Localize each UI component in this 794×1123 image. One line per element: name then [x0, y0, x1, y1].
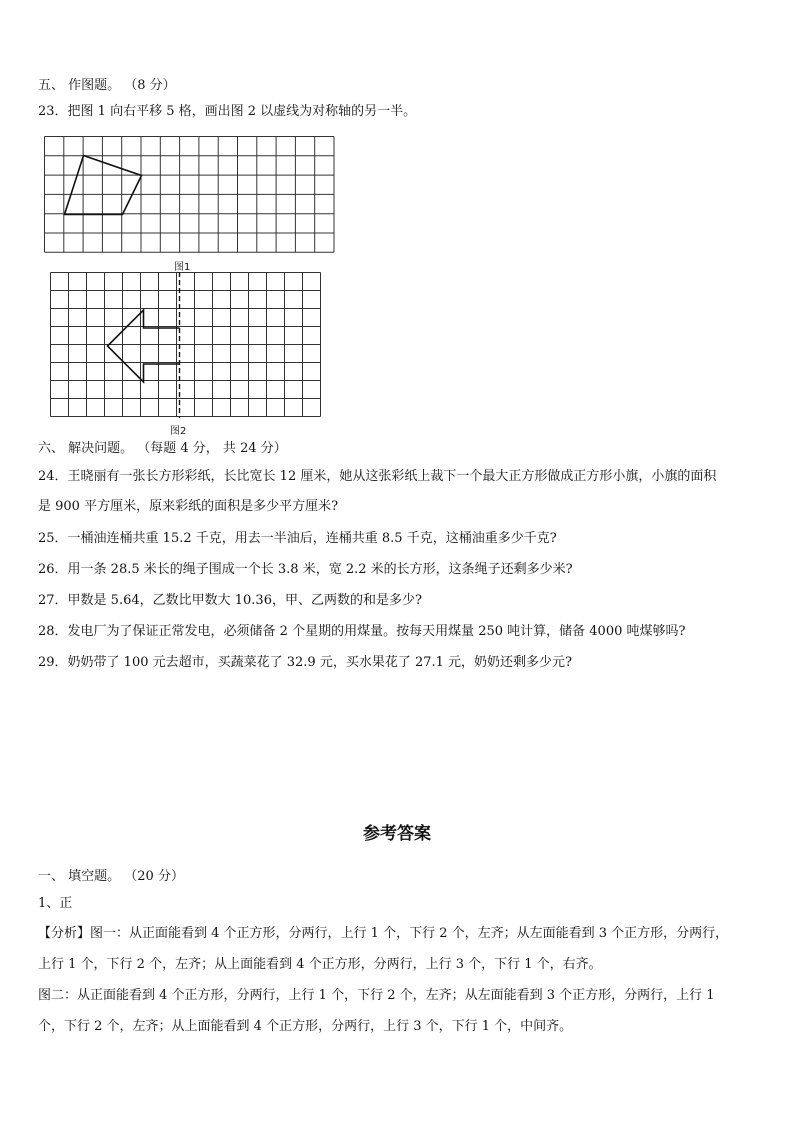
figure-1-parallelogram	[65, 156, 142, 215]
question-28: 28．发电厂为了保证正常发电，必须储备 2 个星期的用煤量。按每天用煤量 250 吨计算，储备 4000 吨煤够吗?	[38, 624, 686, 639]
section5-heading: 五、 作图题。 （8 分）	[38, 78, 176, 93]
figure-2-grid	[50, 272, 328, 422]
question-23: 23．把图 1 向右平移 5 格，画出图 2 以虚线为对称轴的另一半。	[38, 104, 417, 119]
answer-1: 1、正	[38, 896, 73, 911]
question-25: 25．一桶油连桶共重 15.2 千克，用去一半油后，连桶共重 8.5 千克，这桶油重多少千克?	[38, 531, 557, 546]
analysis-line-4: 个，下行 2 个，左齐；从上面能看到 4 个正方形，分两行，上行 3 个，下行 1 个，中间齐。	[38, 1019, 573, 1034]
analysis-line-2: 上行 1 个，下行 2 个，左齐；从上面能看到 4 个正方形，分两行，上行 3 个，下行 1 个，右齐。	[38, 957, 602, 972]
figure-2-arrow-half	[108, 310, 180, 382]
question-24: 24．王晓丽有一张长方形彩纸，长比宽长 12 厘米，她从这张彩纸上裁下一个最大正方形做成正方形小旗，小旗的面积	[38, 469, 717, 484]
answers-section1-heading: 一、 填空题。 （20 分）	[38, 869, 184, 884]
question-27: 27．甲数是 5.64，乙数比甲数大 10.36，甲、乙两数的和是多少?	[38, 593, 422, 608]
question-24-cont: 是 900 平方厘米，原来彩纸的面积是多少平方厘米?	[38, 499, 339, 514]
figure-2-caption: 图2	[170, 426, 187, 437]
analysis-line-3: 图二：从正面能看到 4 个正方形，分两行，上行 1 个，下行 2 个，左齐；从左面能看到 3 个正方形，分两行，上行 1	[38, 988, 715, 1003]
analysis-line-1: 【分析】图一：从正面能看到 4 个正方形，分两行，上行 1 个，下行 2 个，左齐；从左面能看到 3 个正方形，分两行，	[38, 926, 729, 941]
answers-title: 参考答案	[363, 824, 431, 844]
question-29: 29．奶奶带了 100 元去超市，买蔬菜花了 32.9 元，买水果花了 27.1 元，奶奶还剩多少元?	[38, 655, 573, 670]
figure-1-caption: 图1	[174, 262, 191, 273]
section6-heading: 六、 解决问题。 （每题 4 分， 共 24 分）	[38, 441, 287, 456]
figure-1-grid	[44, 136, 336, 256]
question-26: 26．用一条 28.5 米长的绳子围成一个长 3.8 米，宽 2.2 米的长方形，这条绳子还剩多少米?	[38, 562, 573, 577]
